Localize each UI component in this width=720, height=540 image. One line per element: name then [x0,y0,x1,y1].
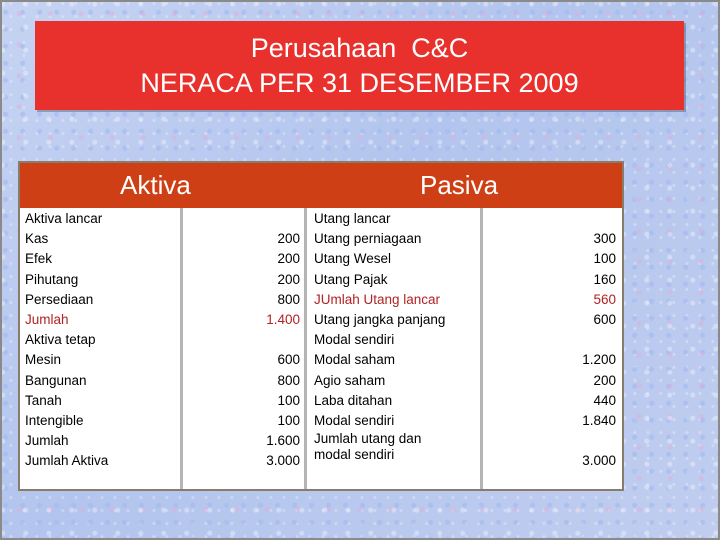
aktiva-label: Bangunan [25,372,87,388]
column-divider [304,208,307,489]
aktiva-label: Jumlah Aktiva [25,453,109,469]
pasiva-value: 3.000 [582,453,616,469]
aktiva-header: Aktiva [120,170,191,200]
aktiva-label: Jumlah [25,433,69,449]
column-divider [480,208,483,489]
table-header [20,163,622,208]
aktiva-label: Aktiva lancar [25,211,103,226]
pasiva-value: 1.840 [582,412,616,428]
aktiva-value: 800 [277,372,300,388]
pasiva-label: Utang jangka panjang [314,311,446,327]
pasiva-value: 600 [593,311,616,327]
pasiva-label-column [314,209,476,463]
aktiva-label-column [25,209,175,471]
aktiva-value: 1.400 [266,311,300,327]
column-divider [180,208,183,489]
pasiva-value-column [484,209,616,471]
aktiva-value [184,209,300,229]
aktiva-label: Pihutang [25,271,79,287]
aktiva-label: Jumlah [25,311,69,327]
aktiva-label: Tanah [25,392,62,408]
aktiva-value: 100 [277,392,300,408]
pasiva-label: Utang Pajak [314,271,388,287]
aktiva-value: 600 [277,352,300,368]
aktiva-label: Mesin [25,352,62,368]
aktiva-value: 1.600 [266,433,300,449]
aktiva-value: 100 [277,412,300,428]
aktiva-label: Persediaan [25,291,94,307]
pasiva-label: JUmlah Utang lancar [314,291,441,307]
title-box [35,21,684,110]
pasiva-label: Jumlah utang dan modal sendiri [314,431,422,463]
aktiva-label: Aktiva tetap [25,332,96,348]
balance-sheet-table [18,161,624,491]
pasiva-label: Utang lancar [314,211,391,226]
aktiva-value: 200 [277,251,300,267]
pasiva-value: 300 [593,231,616,247]
report-title: NERACA PER 31 DESEMBER 2009 [140,67,579,98]
pasiva-label: Utang Wesel [314,251,392,267]
aktiva-label: Kas [25,231,49,247]
pasiva-value [484,330,616,350]
pasiva-value [484,209,616,229]
aktiva-value: 200 [277,231,300,247]
pasiva-value: 200 [593,372,616,388]
company-name: Perusahaan C&C [250,32,469,63]
pasiva-value: 440 [593,392,616,408]
pasiva-label: Modal sendiri [314,332,395,348]
aktiva-value [184,330,300,350]
pasiva-label: Agio saham [314,372,386,388]
pasiva-value: 560 [593,291,616,307]
pasiva-value: 1.200 [582,352,616,368]
pasiva-label: Modal sendiri [314,412,395,428]
pasiva-value: 160 [593,271,616,287]
pasiva-value [484,431,616,451]
pasiva-header: Pasiva [420,170,499,200]
aktiva-label: Intengible [25,412,84,428]
pasiva-label: Laba ditahan [314,392,393,408]
aktiva-value: 200 [277,271,300,287]
aktiva-value-column [184,209,300,471]
aktiva-value: 3.000 [266,453,300,469]
aktiva-value: 800 [277,291,300,307]
pasiva-value: 100 [593,251,616,267]
aktiva-label: Efek [25,251,53,267]
pasiva-label: Modal saham [314,352,396,368]
pasiva-label: Utang perniagaan [314,231,422,247]
